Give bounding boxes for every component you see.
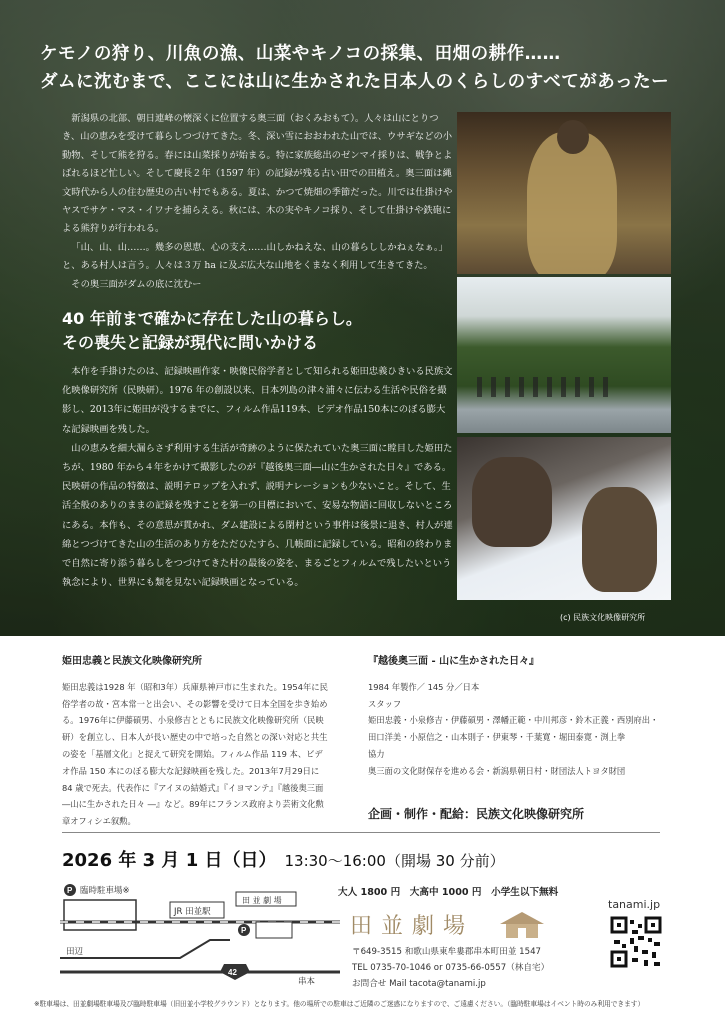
website-link[interactable]: tanami.jp [608,898,661,911]
divider [62,832,660,833]
figure-shape [582,487,657,592]
body-paragraph: 山の恵みを細大漏らさず利用する生活が奇跡のように保たれていた奥三面に瞠目した姫田たちが、1980 年から４年をかけて撮影したのが『越後奥三面―山に生かされた日々』である。民映研の作品の特徴は、説明テロップを入れず、説明ナレーションも少ないこと。そして、生活全般のありのままの記録を残すことを第一の目標において、安易な物語に回収しないところにある。本作も、その意思が貫かれ、ダム建設による閉村という事件は後景に退き、村人が連綿とつづけてきた山の生活のあり方をただひたすら、几帳面に記録している。昭和の終わりまで自然に寄り添う暮らしをつづけてきた村の最後の姿を、まるごとフィルムで残したいという執念により、世界にも類を見ない記録映画となっている。 [62,442,453,589]
river-people [477,377,617,397]
theater-name: 田並劇場 [350,914,475,939]
profile-text: 姫田忠義は1928 年（昭和3年）兵庫県神戸市に生まれた。1954年に民俗学者の故・宮本常一と出会い、その影響を受けて日本全国を歩き始める。1976年に伊藤碩男、小泉修吉とともに民族文化映像研究所（民映研）を創立し、日本人が長い歴史の中で培った自然との深い対応と共生の姿を「基層文化」と捉えて研究を開始。フィルム作品 119 本、ビデオ作品 150 本にのぼる膨大な記録映画を残した。2013年7月29日に 84 歳で死去。代表作に『アイヌの結婚式』『イヨマンテ』『越後奥三面―山に生かされた日々 ―』など。89年にフランス政府より芸術文化勲章オフィシエ叙勲。 [62,681,328,827]
intro-text [62,110,454,294]
event-datetime [62,846,505,872]
theater-contact [352,944,549,992]
parking-mark: P [241,926,247,935]
parking-footnote: ※駐車場は、田並劇場駐車場及び臨時駐車場（旧田並小学校グラウンド）となります。他の場所での駐車はご近隣のご迷惑になりますので、ご遠慮ください。（臨時駐車場はイベント時のみ利用できます） [34,1000,645,1008]
event-date: 2026 年 3 月 1 日（日） [62,850,277,871]
qr-code-icon[interactable] [610,916,662,968]
body-paragraph: 本作を手掛けたのは、記録映画作家・映像民俗学者として知られる姫田忠義ひきいる民族文化映像研究所（民映研）。1976 年の創設以来、日本列島の津々浦々に伝わる生活や民俗を撮影し、2013年に姫田が没するまでに、フィルム作品119本、ビデオ作品150本にのぼる膨大な記録映画を残した。 [62,366,453,435]
event-time: 13:30〜16:00（開場 30 分前） [284,852,505,870]
theater-logo-icon [498,910,546,938]
map-theater [256,922,292,938]
theater-tel: TEL 0735-70-1046 or 0735-66-0557（林自宅） [352,963,550,973]
figure-shape [472,457,552,547]
map-to-tanabe: 田辺 [66,947,84,957]
production-credit: 企画・制作・配給：民族文化映像研究所 [368,807,585,821]
intro-paragraph: 新潟県の北部、朝日連峰の懐深くに位置する奥三面（おくみおもて）。人々は山にとりつき、山の恵みを受けて暮らしつづけてきた。冬、深い雪におおわれた山では、ウサギなどの小動物、そして熊を狩る。春には山菜採りが始まる。特に家族総出のゼンマイ採りは、戦争とよばれるほど忙しい。そして慶長２年（1597 年）の記録が残る古い田での田植え。奥三面は縄文時代から人の住む歴史の古い村でもある。夏は、かつて焼畑の季節だった。川では仕掛けやヤスでサケ・マス・イワナを捕らえる。秋には、木の実やキノコ採り、そして仕掛けや鉄砲による熊狩りが行われる。 [62,113,453,235]
map-theater-label: 田 並 劇 場 [242,896,282,905]
coop-list: 奥三面の文化財保存を進める会・新潟県朝日村・財団法人トヨタ財団 [368,765,626,776]
staff-label: スタッフ [368,698,402,709]
coop-label: 協力 [368,748,385,759]
profile-section [62,654,330,830]
film-title: 『越後奥三面 - 山に生かされた日々』 [368,656,540,667]
body-text [62,362,454,592]
route-number: 42 [228,968,237,977]
access-map [60,880,340,992]
headline [40,40,700,96]
map-road [60,940,230,958]
film-year: 1984 年製作／ 145 分／日本 [368,681,480,692]
headline-line-1: ケモノの狩り、川魚の漁、山菜やキノコの採集、田畑の耕作…… [40,44,561,64]
subheading-line-1: 40 年前まで確かに存在した山の暮らし。 [62,309,362,328]
intro-paragraph: 「山、山、山……。幾多の恩恵、心の支え……山しかねえな、山の暮らししかねぇなぁ。」と、ある村人は言う。人々は３万 ha に及ぶ広大な山地をくまなく利用して生きてきた。 [62,241,448,272]
staff-list: 田口洋美・小原信之・山本則子・伊東琴・千葉寛・堀田泰寛・渕上拳 [368,732,626,743]
map-to-kushimoto: 串本 [298,977,316,987]
theater-mail[interactable]: お問合せ Mail tacota@tanami.jp [352,979,486,989]
photo-credit: (c) 民族文化映像研究所 [560,613,646,622]
photo-villager-straw-cape [457,112,671,274]
intro-paragraph: その奥三面がダムの底に沈むー [71,278,202,290]
subheading [62,307,454,355]
map-station-label: JR 田並駅 [174,907,211,917]
photo-snow-figures [457,437,671,600]
film-info-section [368,654,668,780]
map-parking-label: 臨時駐車場※ [80,886,130,896]
parking-mark: P [67,886,73,895]
photo-river-crossing [457,277,671,433]
subheading-line-2: その喪失と記録が現代に問いかける [62,333,319,352]
profile-title: 姫田忠義と民族文化映像研究所 [62,656,202,667]
theater-address: 〒649-3515 和歌山県東牟婁郡串本町田並 1547 [352,947,542,957]
map-parking-lot [64,900,136,930]
staff-list: 姫田忠義・小泉修吉・伊藤碩男・澤幡正範・中川邦彦・鈴木正義・西別府出・ [368,715,659,726]
ticket-prices: 大人 1800 円 大高中 1000 円 小学生以下無料 [338,887,559,898]
figure-head [557,120,589,154]
headline-line-2: ダムに沈むまで、ここには山に生かされた日本人のくらしのすべてがあったー [40,72,670,92]
